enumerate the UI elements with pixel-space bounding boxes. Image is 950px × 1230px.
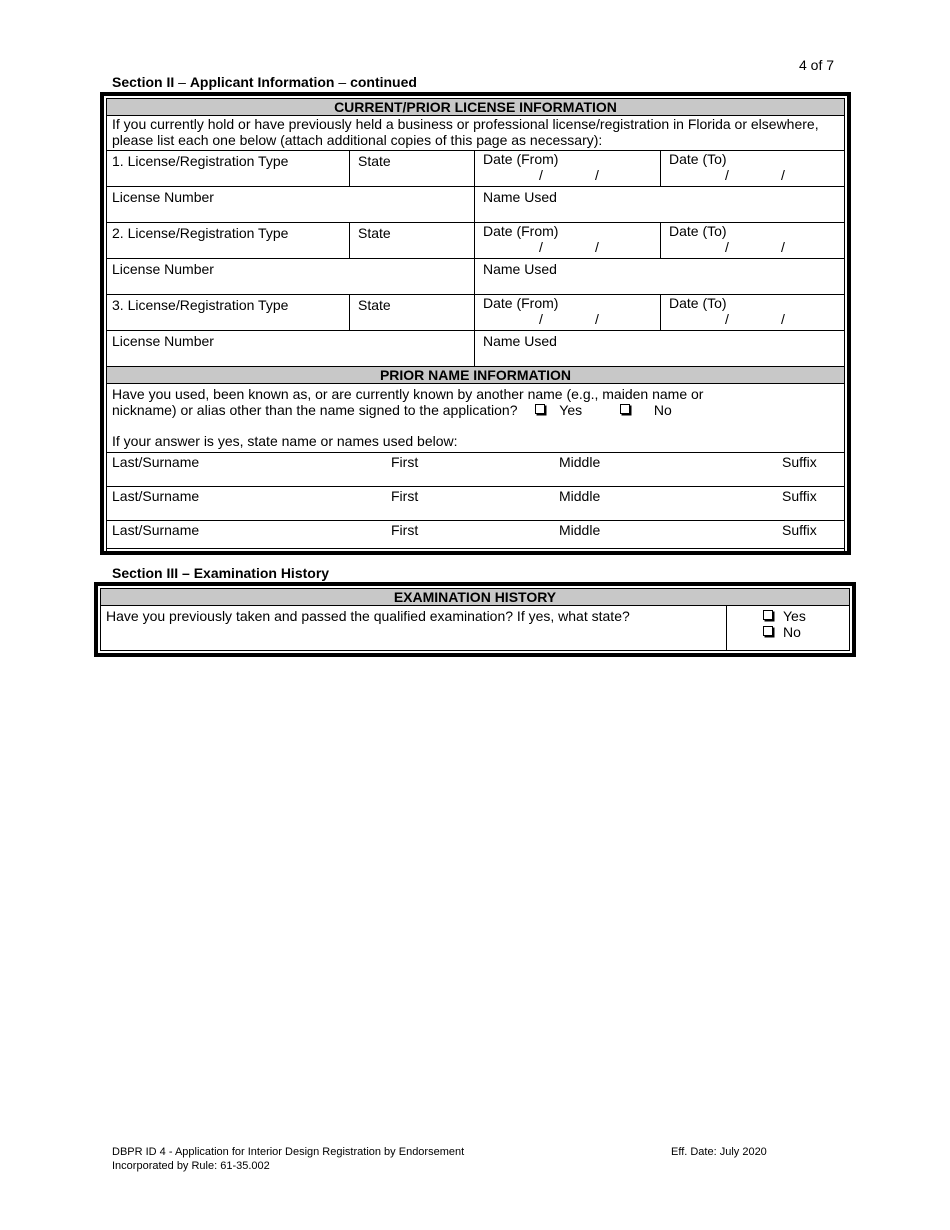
state-label: State [358, 297, 391, 313]
license-info-title: CURRENT/PRIOR LICENSE INFORMATION [107, 99, 845, 116]
license-number-field-3[interactable] [107, 331, 475, 367]
date-from-label: Date (From) [483, 223, 559, 239]
prior-name-row-2[interactable] [107, 487, 845, 521]
date-to-field-1[interactable] [661, 151, 845, 187]
prior-name-question-cell [107, 384, 845, 453]
section-ii-label: Section II [112, 74, 175, 90]
exam-yes-checkbox[interactable] [763, 608, 844, 624]
footer-eff-date: Eff. Date: July 2020 [671, 1146, 767, 1158]
checkbox-icon [620, 404, 630, 414]
yes-label: Yes [559, 402, 583, 418]
license-number-field-1[interactable] [107, 187, 475, 223]
license-number-label: License Number [112, 189, 214, 205]
suffix-label: Suffix [782, 522, 817, 538]
section-ii-heading [112, 74, 417, 90]
license-number-field-2[interactable] [107, 259, 475, 295]
prior-name-instruction: If your answer is yes, state name or names used below: [112, 433, 458, 449]
first-name-label: First [391, 454, 419, 470]
license-type-field-3[interactable] [107, 295, 350, 331]
date-slash: / [595, 311, 599, 327]
yes-label: Yes [783, 608, 806, 624]
name-used-label: Name Used [483, 333, 557, 349]
date-to-label: Date (To) [669, 223, 727, 239]
date-slash: / [725, 167, 729, 183]
date-slash: / [595, 167, 599, 183]
prior-name-yes-checkbox[interactable] [535, 402, 582, 418]
date-slash: / [781, 311, 785, 327]
prior-name-title: PRIOR NAME INFORMATION [107, 367, 845, 384]
date-to-label: Date (To) [669, 151, 727, 167]
exam-history-box [94, 582, 856, 657]
license-type-field-1[interactable] [107, 151, 350, 187]
state-label: State [358, 225, 391, 241]
last-surname-label: Last/Surname [112, 522, 200, 538]
heading-separator: – [334, 74, 351, 90]
name-used-field-3[interactable] [475, 331, 845, 367]
exam-table [100, 588, 850, 651]
suffix-label: Suffix [782, 454, 817, 470]
prior-name-row-1[interactable] [107, 453, 845, 487]
section-ii-title: Applicant Information [189, 74, 335, 90]
exam-question: Have you previously taken and passed the qualified examination? If yes, what state? [101, 606, 727, 651]
footer-rule: Incorporated by Rule: 61-35.002 [112, 1160, 270, 1172]
prior-name-question-text: nickname) or alias other than the name signed to the application? [112, 402, 518, 418]
middle-name-label: Middle [559, 488, 601, 504]
checkbox-icon [763, 626, 773, 636]
date-from-field-3[interactable] [475, 295, 661, 331]
checkbox-icon [763, 610, 773, 620]
date-slash: / [725, 239, 729, 255]
exam-no-checkbox[interactable] [763, 624, 844, 640]
date-from-label: Date (From) [483, 295, 559, 311]
date-slash: / [539, 239, 543, 255]
name-used-label: Name Used [483, 261, 557, 277]
date-slash: / [781, 239, 785, 255]
license-and-name-box [100, 92, 851, 555]
prior-name-question-line1: Have you used, been known as, or are currently known by another name (e.g., maiden name or [112, 386, 704, 402]
prior-name-no-checkbox[interactable] [620, 402, 672, 418]
license-number-label: License Number [112, 261, 214, 277]
prior-name-row-3[interactable] [107, 521, 845, 555]
date-to-field-3[interactable] [661, 295, 845, 331]
license-type-label: 3. License/Registration Type [112, 297, 289, 313]
license-type-label: 1. License/Registration Type [112, 153, 289, 169]
date-to-label: Date (To) [669, 295, 727, 311]
state-field-3[interactable] [350, 295, 475, 331]
page-number: 4 of 7 [799, 57, 835, 73]
state-label: State [358, 153, 391, 169]
date-to-field-2[interactable] [661, 223, 845, 259]
license-type-label: 2. License/Registration Type [112, 225, 289, 241]
last-surname-label: Last/Surname [112, 488, 200, 504]
section-ii-continued: continued [350, 74, 417, 90]
suffix-label: Suffix [782, 488, 817, 504]
exam-history-title: EXAMINATION HISTORY [101, 589, 850, 606]
name-used-field-2[interactable] [475, 259, 845, 295]
date-from-label: Date (From) [483, 151, 559, 167]
date-slash: / [781, 167, 785, 183]
date-slash: / [595, 239, 599, 255]
date-from-field-2[interactable] [475, 223, 661, 259]
middle-name-label: Middle [559, 522, 601, 538]
no-label: No [783, 624, 801, 640]
date-slash: / [539, 311, 543, 327]
date-from-field-1[interactable] [475, 151, 661, 187]
last-surname-label: Last/Surname [112, 454, 200, 470]
name-used-label: Name Used [483, 189, 557, 205]
first-name-label: First [391, 522, 419, 538]
section-iii-heading: Section III – Examination History [112, 565, 330, 581]
checkbox-icon [535, 404, 545, 414]
footer-form-title: DBPR ID 4 - Application for Interior Design Registration by Endorsement [112, 1146, 465, 1158]
no-label: No [653, 402, 672, 418]
heading-separator: – [174, 74, 190, 90]
license-info-intro: If you currently hold or have previously held a business or professional license/registration in Florida or elsewhere, please list each one below (attach additional copies of this page as necessary): [107, 116, 845, 151]
exam-answer-cell [727, 606, 850, 651]
license-table [106, 98, 845, 555]
middle-name-label: Middle [559, 454, 601, 470]
license-number-label: License Number [112, 333, 214, 349]
prior-name-question-line2 [112, 402, 839, 418]
date-slash: / [539, 167, 543, 183]
footer-left [112, 1145, 464, 1173]
first-name-label: First [391, 488, 419, 504]
state-field-2[interactable] [350, 223, 475, 259]
state-field-1[interactable] [350, 151, 475, 187]
license-type-field-2[interactable] [107, 223, 350, 259]
date-slash: / [725, 311, 729, 327]
name-used-field-1[interactable] [475, 187, 845, 223]
